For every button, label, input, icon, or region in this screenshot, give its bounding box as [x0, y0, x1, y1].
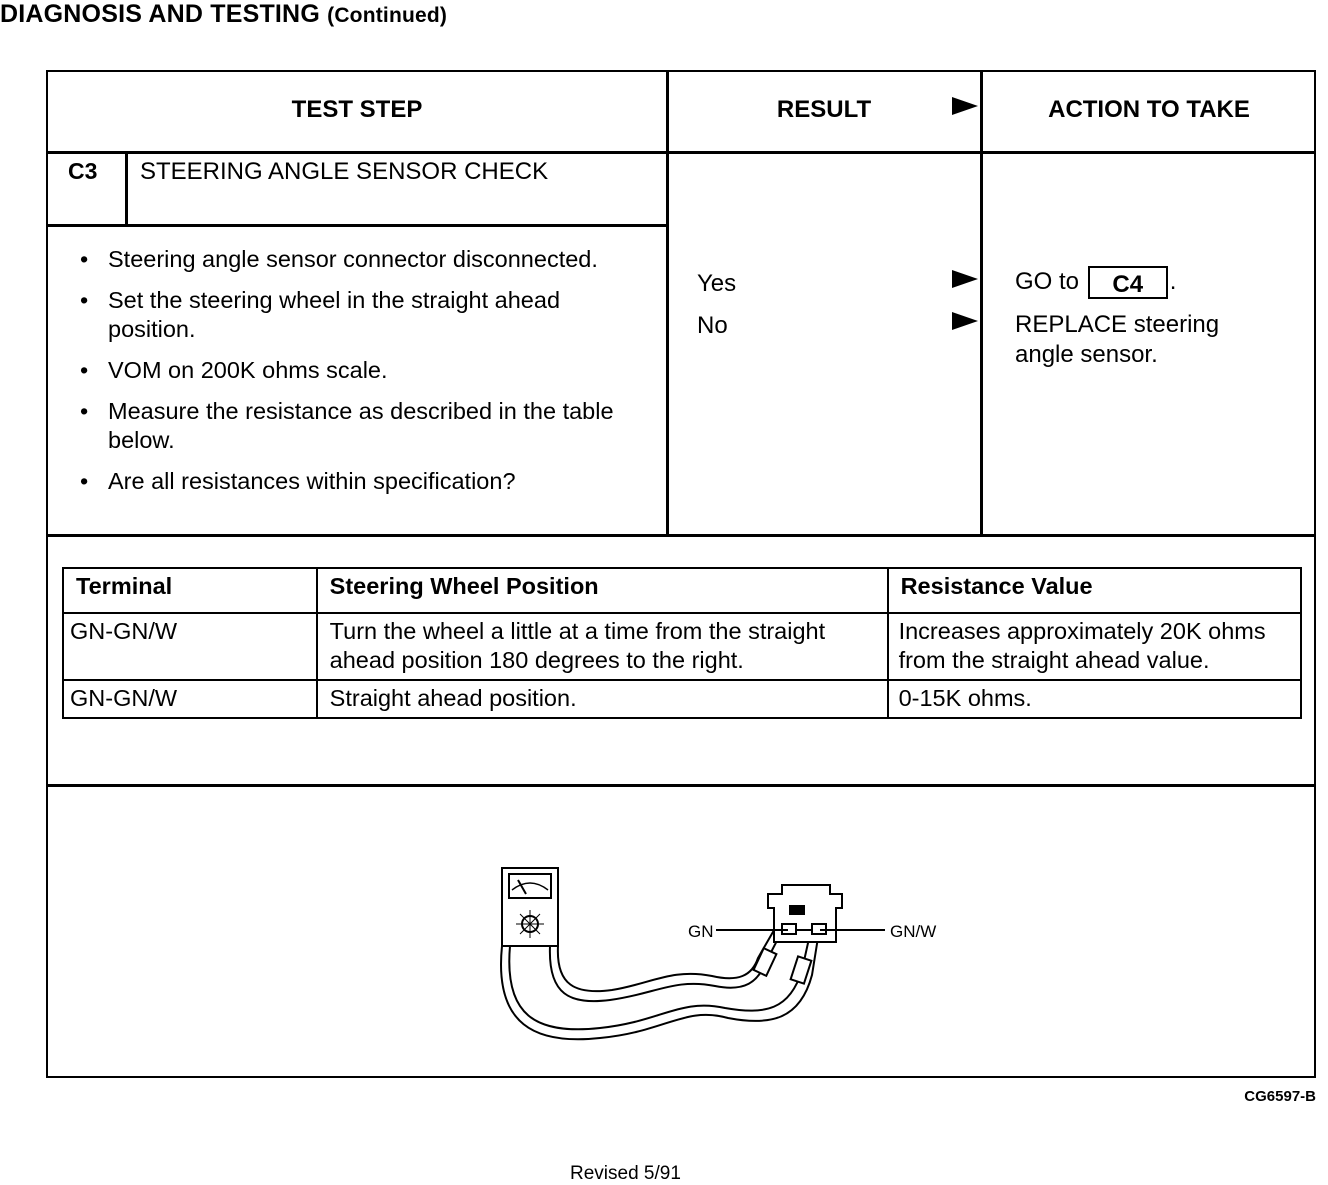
table-header: Steering Wheel Position [317, 568, 888, 613]
divider [46, 224, 667, 227]
action-period: . [1169, 267, 1177, 295]
divider [980, 70, 983, 535]
divider [666, 70, 669, 535]
step-instructions [80, 245, 650, 508]
table-row [63, 613, 1301, 680]
vom-connection-diagram [490, 850, 970, 1050]
arrow-icon [952, 97, 978, 115]
col-action: ACTION TO TAKE [1048, 96, 1250, 123]
col-test-step: TEST STEP [291, 96, 423, 123]
instruction-item: • Measure the resistance as described in the table below. [80, 397, 650, 455]
table-cell: GN-GN/W [63, 613, 317, 680]
divider [125, 151, 128, 226]
col-result: RESULT [776, 96, 872, 123]
instruction-item: • Set the steering wheel in the straight ahead position. [80, 286, 650, 344]
diagram-label-gn: GN [688, 922, 714, 941]
divider [46, 534, 1316, 537]
table-cell: Turn the wheel a little at a time from the straight ahead position 180 degrees to the right. [317, 613, 888, 680]
connector-icon [768, 885, 842, 942]
table-cell: Straight ahead position. [317, 680, 888, 718]
table-cell: 0-15K ohms. [888, 680, 1301, 718]
table-cell: Increases approximately 20K ohms from the straight ahead value. [888, 613, 1301, 680]
title-text: DIAGNOSIS AND TESTING [0, 0, 320, 28]
result-yes: Yes [697, 270, 737, 297]
step-id: C3 [68, 158, 98, 184]
instruction-item: • VOM on 200K ohms scale. [80, 356, 650, 385]
action-yes [1015, 266, 1176, 299]
step-title: STEERING ANGLE SENSOR CHECK [140, 158, 549, 185]
result-no: No [697, 312, 728, 339]
vom-meter-icon [502, 868, 558, 946]
page-title [0, 0, 447, 29]
table-row [63, 680, 1301, 718]
step-reference-box[interactable]: C4 [1088, 266, 1168, 299]
revision-footer: Revised 5/91 [570, 1163, 681, 1184]
arrow-icon [952, 270, 978, 288]
figure-code: CG6597-B [1244, 1088, 1316, 1105]
table-header-row [63, 568, 1301, 613]
table-cell: GN-GN/W [63, 680, 317, 718]
instruction-item: • Steering angle sensor connector disconnected. [80, 245, 650, 274]
divider [46, 784, 1316, 787]
diagram-label-gnw: GN/W [890, 922, 937, 941]
arrow-icon [952, 312, 978, 330]
table-header: Terminal [63, 568, 317, 613]
action-go-to: GO to [1015, 267, 1080, 295]
title-continued: (Continued) [327, 4, 448, 27]
table-header: Resistance Value [888, 568, 1301, 613]
action-no: REPLACE steering angle sensor. [1015, 311, 1220, 368]
instruction-item: • Are all resistances within specification? [80, 467, 650, 496]
divider [46, 151, 1316, 154]
resistance-table [62, 567, 1302, 719]
